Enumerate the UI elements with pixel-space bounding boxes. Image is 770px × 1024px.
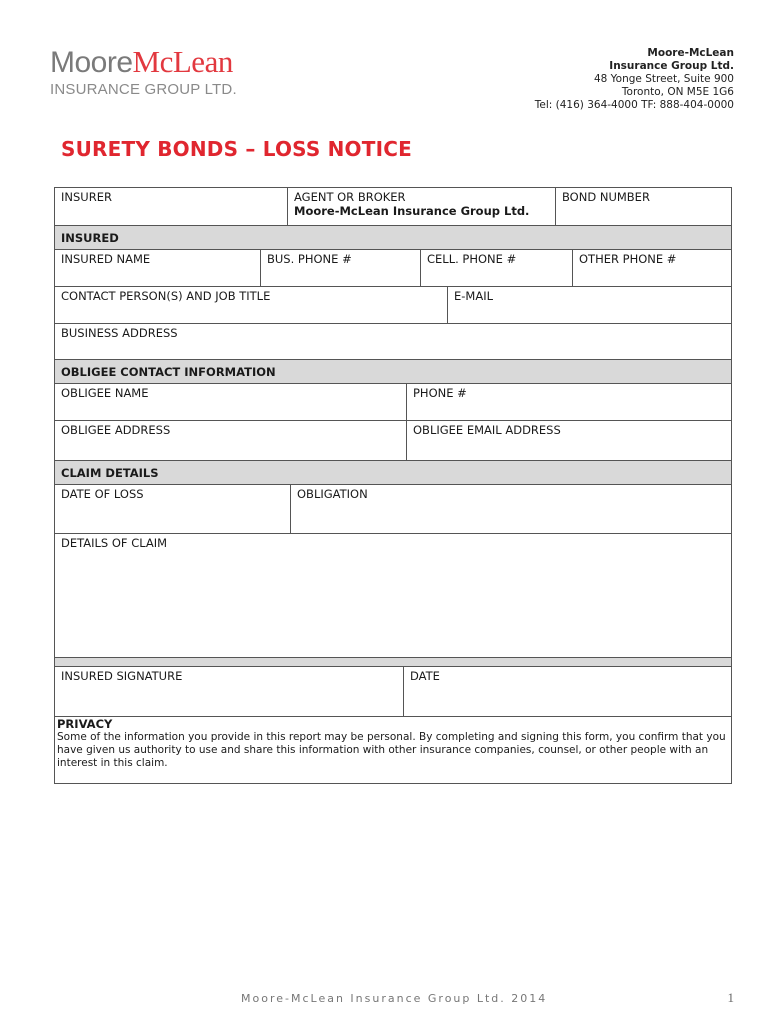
loss-notice-form bbox=[54, 187, 732, 784]
other-phone-field[interactable] bbox=[572, 250, 731, 286]
email-label: E-MAIL bbox=[454, 289, 494, 303]
cell-phone-field[interactable] bbox=[420, 250, 572, 286]
claim-details-row bbox=[55, 533, 731, 657]
obligee-address-row bbox=[55, 420, 731, 460]
obligation-field[interactable] bbox=[290, 485, 731, 533]
claim-section-header: CLAIM DETAILS bbox=[55, 460, 731, 484]
obligee-name-label: OBLIGEE NAME bbox=[61, 386, 149, 400]
form-title: SURETY BONDS – LOSS NOTICE bbox=[61, 137, 412, 161]
company-address bbox=[535, 47, 734, 112]
page-footer: Moore-McLean Insurance Group Ltd. 2014 bbox=[241, 992, 548, 1005]
page-number: 1 bbox=[727, 990, 734, 1005]
insured-section-header: INSURED bbox=[55, 225, 731, 249]
signature-date-field[interactable] bbox=[403, 667, 731, 716]
insurer-row bbox=[55, 188, 731, 225]
cell-phone-label: CELL. PHONE # bbox=[427, 252, 517, 266]
logo-moore-text: Moore bbox=[50, 46, 133, 79]
address-company-line2: Insurance Group Ltd. bbox=[609, 60, 734, 72]
claim-date-row bbox=[55, 484, 731, 533]
business-address-label: BUSINESS ADDRESS bbox=[61, 326, 178, 340]
insured-name-field[interactable] bbox=[55, 250, 260, 286]
date-of-loss-field[interactable] bbox=[55, 485, 290, 533]
logo-subtitle: INSURANCE GROUP LTD. bbox=[50, 81, 237, 98]
contact-person-label: CONTACT PERSON(S) AND JOB TITLE bbox=[61, 289, 271, 303]
privacy-notice bbox=[55, 716, 731, 783]
agent-field[interactable] bbox=[287, 188, 555, 225]
section-divider bbox=[55, 657, 731, 666]
address-phone: Tel: (416) 364-4000 TF: 888-404-0000 bbox=[534, 99, 734, 111]
insured-signature-field[interactable] bbox=[55, 667, 403, 716]
obligee-address-field[interactable] bbox=[55, 421, 406, 460]
bus-phone-field[interactable] bbox=[260, 250, 420, 286]
details-of-claim-label: DETAILS OF CLAIM bbox=[61, 536, 168, 550]
address-company-line1: Moore-McLean bbox=[647, 47, 734, 59]
logo-wordmark bbox=[50, 46, 237, 79]
business-address-field[interactable] bbox=[55, 324, 731, 359]
obligee-section-header: OBLIGEE CONTACT INFORMATION bbox=[55, 359, 731, 383]
privacy-text: Some of the information you provide in this report may be personal. By completing and signing this form, you confirm that you have given us authority to use and share this information with other insurance companies, counsel, or other people with an interest in this claim. bbox=[57, 731, 726, 769]
insured-name-label: INSURED NAME bbox=[61, 252, 151, 266]
privacy-title: PRIVACY bbox=[57, 717, 113, 731]
obligation-label: OBLIGATION bbox=[297, 487, 368, 501]
insured-phone-row bbox=[55, 249, 731, 286]
details-of-claim-field[interactable] bbox=[55, 534, 731, 657]
address-city: Toronto, ON M5E 1G6 bbox=[621, 86, 734, 98]
obligee-email-field[interactable] bbox=[406, 421, 731, 460]
other-phone-label: OTHER PHONE # bbox=[579, 252, 677, 266]
logo-mclean-text: McLean bbox=[132, 44, 233, 79]
insured-contact-row bbox=[55, 286, 731, 323]
email-field[interactable] bbox=[447, 287, 731, 323]
agent-label: AGENT OR BROKER bbox=[294, 190, 406, 204]
obligee-name-row bbox=[55, 383, 731, 420]
insurer-label: INSURER bbox=[61, 190, 112, 204]
obligee-name-field[interactable] bbox=[55, 384, 406, 420]
date-of-loss-label: DATE OF LOSS bbox=[61, 487, 144, 501]
obligee-phone-label: PHONE # bbox=[413, 386, 467, 400]
signature-row bbox=[55, 666, 731, 716]
business-address-row bbox=[55, 323, 731, 359]
obligee-phone-field[interactable] bbox=[406, 384, 731, 420]
signature-date-label: DATE bbox=[410, 669, 440, 683]
obligee-email-label: OBLIGEE EMAIL ADDRESS bbox=[413, 423, 561, 437]
address-street: 48 Yonge Street, Suite 900 bbox=[593, 73, 734, 85]
insured-signature-label: INSURED SIGNATURE bbox=[61, 669, 183, 683]
bond-number-label: BOND NUMBER bbox=[562, 190, 650, 204]
insurer-field[interactable] bbox=[55, 188, 287, 225]
obligee-address-label: OBLIGEE ADDRESS bbox=[61, 423, 171, 437]
bond-number-field[interactable] bbox=[555, 188, 731, 225]
bus-phone-label: BUS. PHONE # bbox=[267, 252, 352, 266]
contact-person-field[interactable] bbox=[55, 287, 447, 323]
agent-value: Moore-McLean Insurance Group Ltd. bbox=[294, 204, 530, 218]
company-logo bbox=[50, 46, 237, 98]
